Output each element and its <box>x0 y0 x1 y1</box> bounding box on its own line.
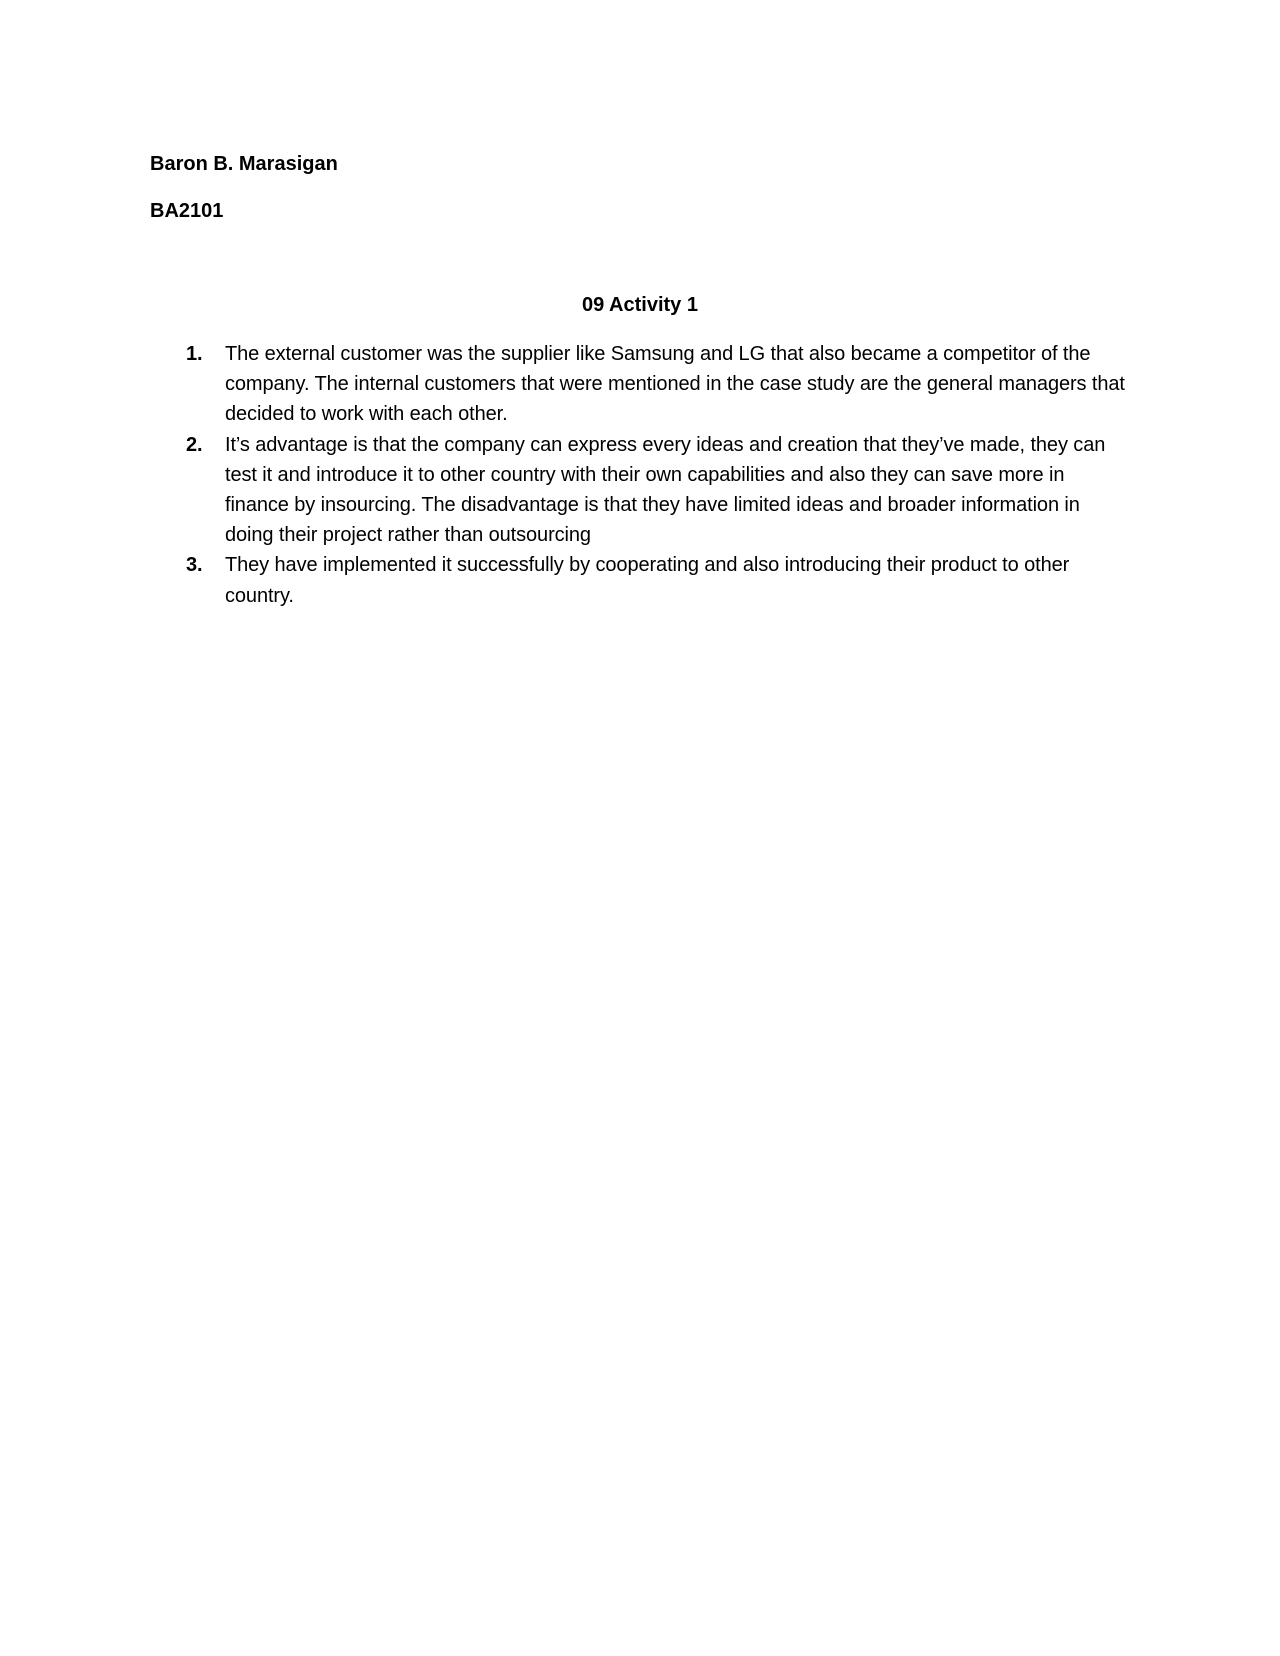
answer-item-2 <box>186 430 1126 551</box>
document-title: 09 Activity 1 <box>582 294 698 316</box>
answer-text-2: It’s advantage is that the company can express every ideas and creation that they’ve made, they can test it and introduce it to other country with their own capabilities and also they can save more in finance by insourcing. The disadvantage is that they have limited ideas and broader information in doing their project rather than outsourcing <box>225 433 1106 547</box>
answer-text-3: They have implemented it successfully by cooperating and also introducing their product to other country. <box>225 554 1070 607</box>
answer-item-3 <box>186 550 1126 610</box>
answer-number-1: 1. <box>186 343 203 365</box>
author-name: Baron B. Marasigan <box>150 153 338 175</box>
answer-list <box>186 339 1126 611</box>
answer-item-1 <box>186 339 1126 430</box>
answer-number-3: 3. <box>186 554 203 577</box>
section-code: BA2101 <box>150 200 224 222</box>
answer-number-2: 2. <box>186 433 203 456</box>
answer-text-1: The external customer was the supplier like Samsung and LG that also became a competitor of the company. The internal customers that were mentioned in the case study are the general managers that decided to work with each other. <box>225 343 1125 426</box>
